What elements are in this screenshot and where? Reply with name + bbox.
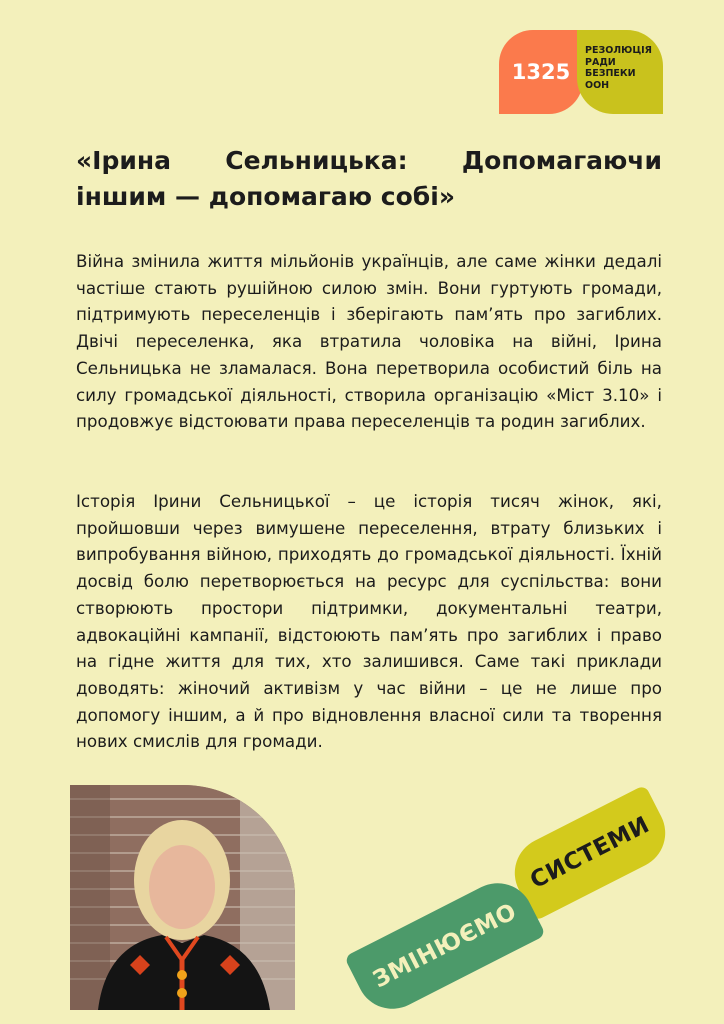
article-paragraph: Війна змінила життя мільйонів українців, але саме жінки дедалі частіше стають рушійною силою змін. Вони гуртують громади, підтримують переселенців і зберігають пам’ять про загиблих. Двічі переселенка, яка втратила чоловіка на війні, Ірина Сельницька не зламалася. Вона перетворила особистий біль на силу громадської діяльності, створила організацію «Міст 3.10» і продовжує відстоювати права переселенців та родин загиблих. <box>76 251 662 432</box>
logo-text <box>585 45 652 91</box>
logo-line: ООН <box>585 79 610 91</box>
logo-line: БЕЗПЕКИ <box>585 68 636 79</box>
systems-sticker: СИСТЕМИ <box>502 785 677 922</box>
logo-number: 1325 <box>511 60 571 84</box>
logo-line: РЕЗОЛЮЦІЯ <box>585 45 652 56</box>
logo-line: РАДИ <box>585 56 616 68</box>
article-title: «Ірина Сельницька: Допомагаючи іншим — допомагаю собі» <box>76 146 662 211</box>
portrait-illustration <box>70 785 295 1010</box>
portrait-photo <box>70 785 295 1010</box>
logo-orange-block <box>499 30 583 114</box>
changing-sticker: ЗМІНЮЄМО <box>344 871 546 1021</box>
un-resolution-1325-logo <box>499 30 663 114</box>
article-paragraph: Історія Ірини Сельницької – це історія тисяч жінок, які, пройшовши через вимушене переселення, втрату близьких і випробування війною, приходять до громадської діяльності. Їхній досвід болю перетворюється на ресурс для суспільства: вони створюють простори підтримки, документальні театри, адвокаційні кампанії, відстоюють пам’ять про загиблих і право на гідне життя для тих, хто залишився. Саме такі приклади доводять: жіночий активізм у час війни – це не лише про допомогу іншим, а й про відновлення власної сили та творення нових смислів для громади. <box>76 491 662 752</box>
